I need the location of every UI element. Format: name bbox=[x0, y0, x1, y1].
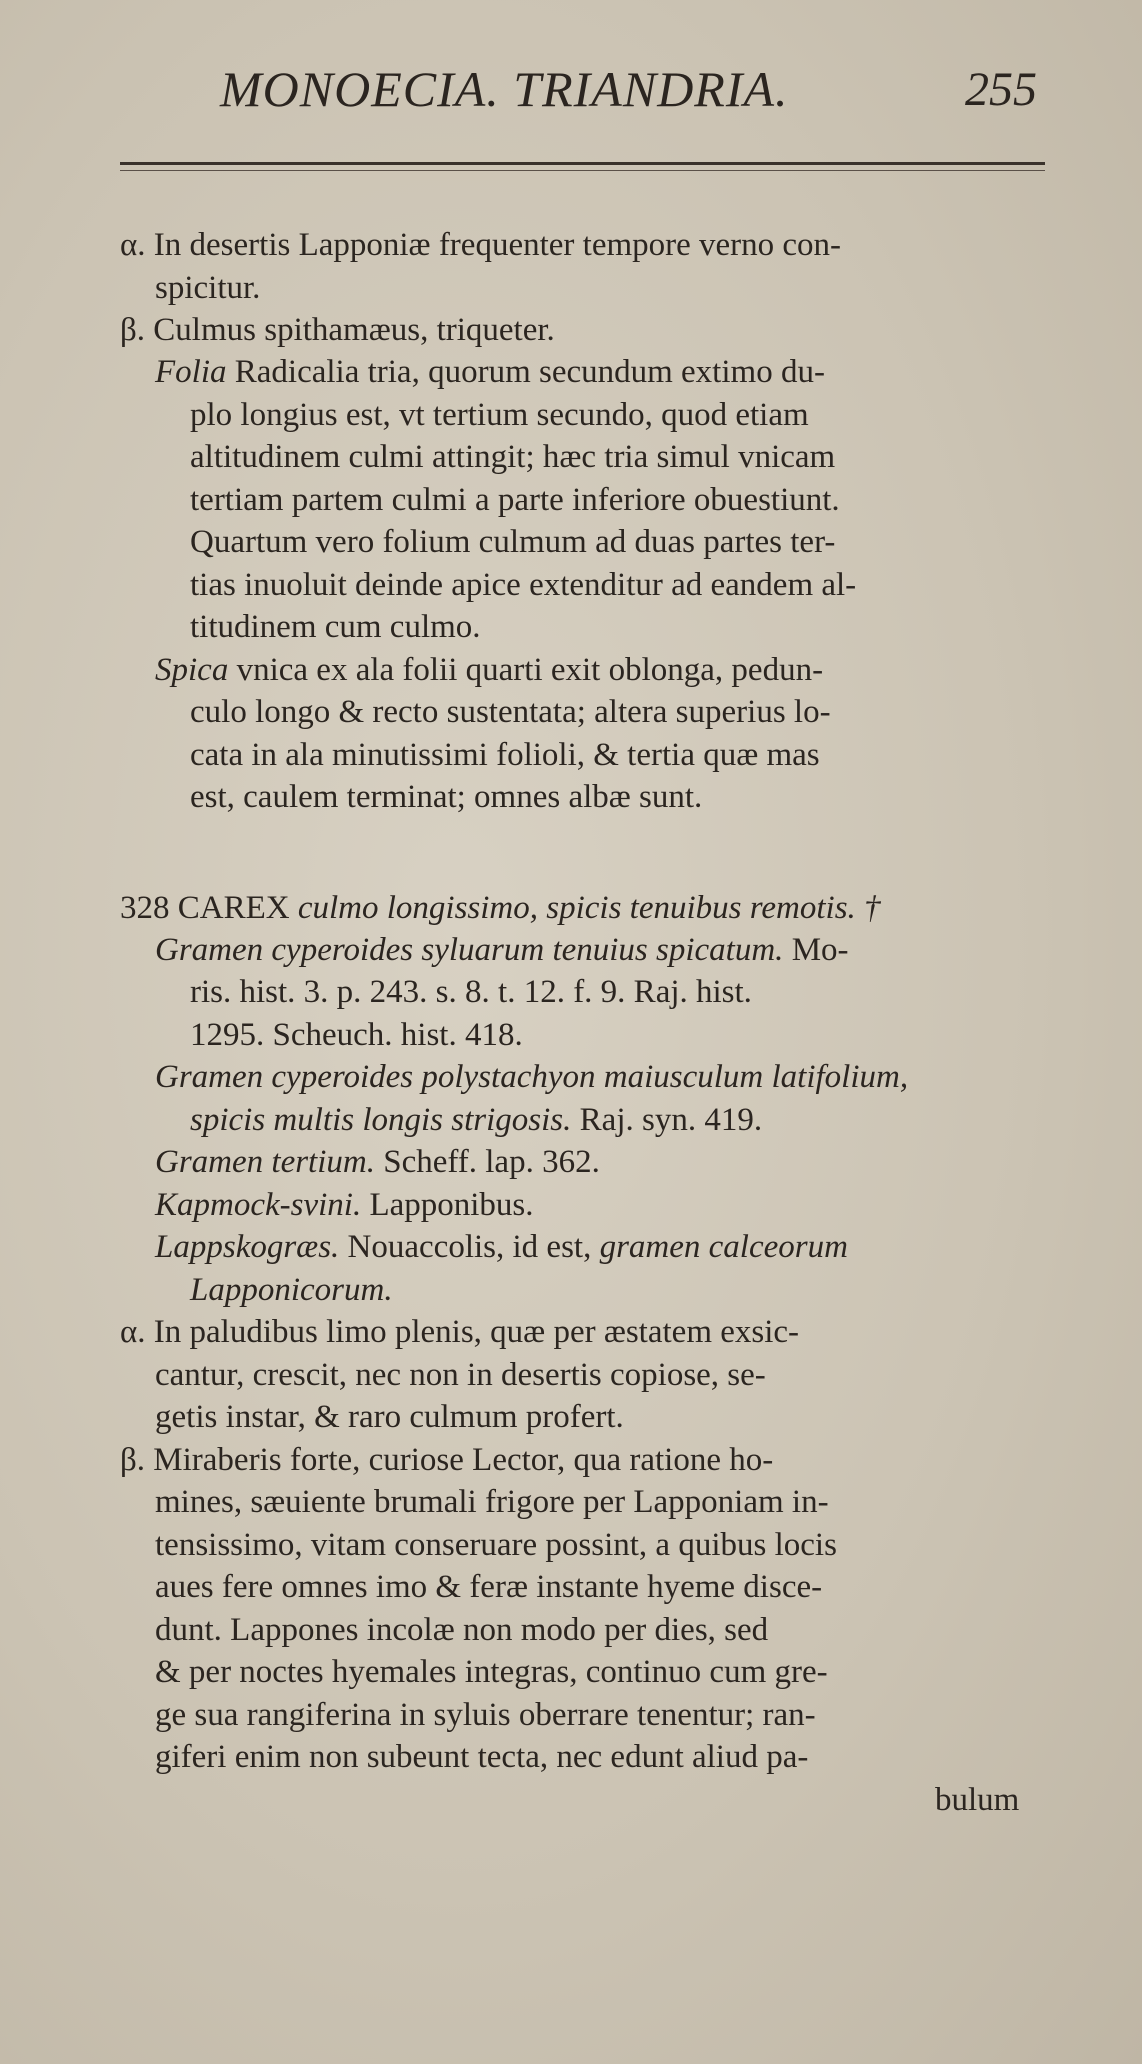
text-line bbox=[155, 1482, 829, 1522]
text-line bbox=[155, 1695, 816, 1735]
line-text: dunt. Lappones incolæ non modo per dies, sed bbox=[155, 1612, 769, 1648]
text-line bbox=[190, 735, 820, 775]
text-line bbox=[155, 1397, 624, 1437]
text-line bbox=[190, 692, 831, 732]
line-text: getis instar, & raro culmum profert. bbox=[155, 1399, 624, 1435]
text-line bbox=[190, 607, 481, 647]
text-line bbox=[155, 1142, 600, 1182]
line-text: bulum bbox=[935, 1782, 1020, 1818]
italic-text: Folia bbox=[155, 354, 227, 390]
line-text: vnica ex ala folii quarti exit oblonga, pedun- bbox=[228, 652, 824, 688]
line-text: est, caulem terminat; omnes albæ sunt. bbox=[190, 779, 703, 815]
text-line bbox=[190, 1270, 393, 1310]
text-line bbox=[155, 1737, 808, 1777]
line-text: spicitur. bbox=[155, 270, 261, 306]
line-text: plo longius est, vt tertium secundo, quod etiam bbox=[190, 397, 809, 433]
line-text: 328 CAREX bbox=[120, 890, 298, 926]
italic-text: gramen calceorum bbox=[599, 1229, 848, 1265]
italic-text: Gramen cyperoides polystachyon maiusculum latifolium, bbox=[155, 1059, 909, 1095]
italic-text: Lappskogræs. bbox=[155, 1229, 340, 1265]
text-line bbox=[155, 1652, 828, 1692]
line-text: Quartum vero folium culmum ad duas partes ter- bbox=[190, 524, 836, 560]
italic-text: culmo longissimo, spicis tenuibus remotis. † bbox=[297, 890, 881, 926]
page-number: 255 bbox=[965, 63, 1037, 116]
text-line bbox=[190, 777, 702, 817]
line-text: ge sua rangiferina in syluis oberrare tenentur; ran- bbox=[155, 1697, 816, 1733]
line-text: Radicalia tria, quorum secundum extimo du- bbox=[226, 354, 825, 390]
text-line bbox=[120, 310, 555, 350]
line-text: α. In desertis Lapponiæ frequenter tempore verno con- bbox=[120, 227, 842, 263]
line-text: β. Miraberis forte, curiose Lector, qua ratione ho- bbox=[120, 1442, 774, 1478]
line-text: β. Culmus spithamæus, triqueter. bbox=[120, 312, 555, 348]
line-text: 1295. Scheuch. hist. 418. bbox=[190, 1017, 523, 1053]
line-text: altitudinem culmi attingit; hæc tria simul vnicam bbox=[190, 439, 836, 475]
text-line bbox=[120, 888, 881, 928]
text-line bbox=[155, 1355, 766, 1395]
text-line bbox=[155, 1610, 768, 1650]
text-line bbox=[155, 352, 825, 392]
line-text: Lapponibus. bbox=[361, 1187, 534, 1223]
text-line bbox=[155, 268, 260, 308]
line-text: aues fere omnes imo & feræ instante hyeme disce- bbox=[155, 1569, 823, 1605]
line-text: mines, sæuiente brumali frigore per Lapponiam in- bbox=[155, 1484, 829, 1520]
header-rule bbox=[120, 162, 1045, 171]
text-line bbox=[155, 1227, 848, 1267]
line-text: giferi enim non subeunt tecta, nec edunt aliud pa- bbox=[155, 1739, 809, 1775]
text-line bbox=[190, 437, 835, 477]
line-text: cantur, crescit, nec non in desertis copiose, se- bbox=[155, 1357, 766, 1393]
text-line bbox=[935, 1780, 1019, 1820]
italic-text: Gramen tertium. bbox=[155, 1144, 375, 1180]
line-text: cata in ala minutissimi folioli, & tertia quæ mas bbox=[190, 737, 820, 773]
line-text: tensissimo, vitam conseruare possint, a quibus locis bbox=[155, 1527, 837, 1563]
line-text: α. In paludibus limo plenis, quæ per æstatem exsic- bbox=[120, 1314, 800, 1350]
line-text: tertiam partem culmi a parte inferiore obuestiunt. bbox=[190, 482, 840, 518]
text-line bbox=[155, 1567, 822, 1607]
text-line bbox=[155, 1525, 837, 1565]
italic-text: Spica bbox=[155, 652, 229, 688]
text-line bbox=[120, 1440, 773, 1480]
line-text: ris. hist. 3. p. 243. s. 8. t. 12. f. 9. Raj. hist. bbox=[190, 974, 752, 1010]
italic-text: Gramen cyperoides syluarum tenuius spicatum. bbox=[155, 932, 784, 968]
text-line bbox=[190, 565, 856, 605]
text-line bbox=[155, 930, 849, 970]
text-line bbox=[155, 650, 823, 690]
text-line bbox=[190, 972, 752, 1012]
line-text: culo longo & recto sustentata; altera superius lo- bbox=[190, 694, 831, 730]
line-text: Raj. syn. 419. bbox=[571, 1102, 763, 1138]
line-text: Nouaccolis, id est, bbox=[339, 1229, 600, 1265]
line-text: Mo- bbox=[783, 932, 849, 968]
line-text: Scheff. lap. 362. bbox=[374, 1144, 600, 1180]
text-line bbox=[190, 480, 840, 520]
text-line bbox=[120, 1312, 799, 1352]
text-line bbox=[120, 225, 841, 265]
line-text: titudinem cum culmo. bbox=[190, 609, 481, 645]
italic-text: spicis multis longis strigosis. bbox=[190, 1102, 572, 1138]
italic-text: Lapponicorum. bbox=[190, 1272, 393, 1308]
running-head: MONOECIA. TRIANDRIA. bbox=[220, 61, 789, 117]
text-line bbox=[190, 395, 809, 435]
italic-text: Kapmock-svini. bbox=[155, 1187, 362, 1223]
text-line bbox=[155, 1057, 908, 1097]
text-line bbox=[190, 1015, 523, 1055]
page-header bbox=[220, 60, 1050, 130]
line-text: & per noctes hyemales integras, continuo cum gre- bbox=[155, 1654, 828, 1690]
text-line bbox=[190, 522, 835, 562]
text-line bbox=[190, 1100, 762, 1140]
line-text: tias inuoluit deinde apice extenditur ad eandem al- bbox=[190, 567, 857, 603]
text-line bbox=[155, 1185, 534, 1225]
